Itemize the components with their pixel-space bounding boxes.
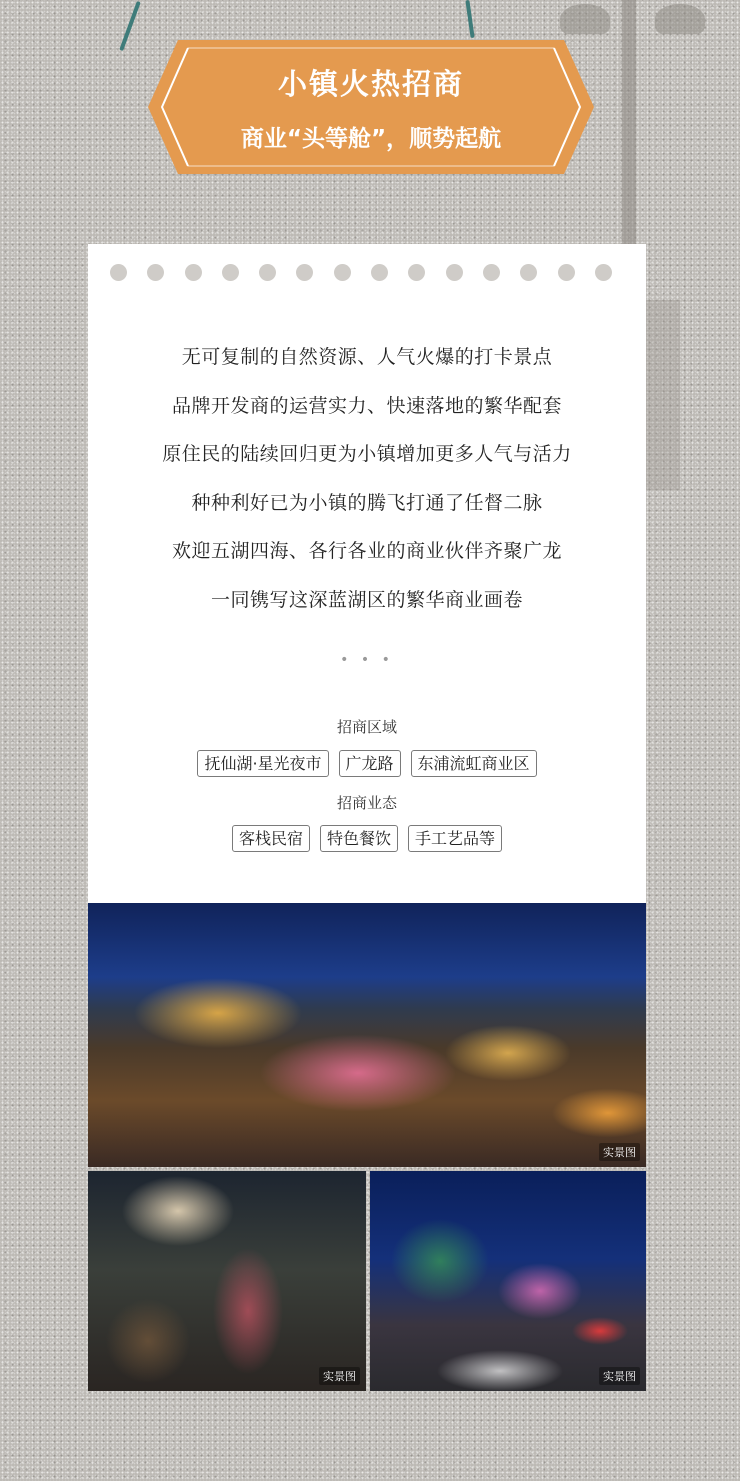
zones-label: 招商区域 bbox=[336, 718, 397, 736]
street-lamp-pole bbox=[622, 0, 636, 245]
photo-caption: 实景图 bbox=[599, 1367, 640, 1385]
intro-line: 欢迎五湖四海、各行各业的商业伙伴齐聚广龙 bbox=[171, 540, 562, 562]
night-market-aerial-photo bbox=[88, 903, 646, 1167]
intro-line: 种种利好已为小镇的腾飞打通了任督二脉 bbox=[191, 491, 543, 514]
leaf-decoration bbox=[119, 1, 141, 51]
binding-hole bbox=[446, 264, 463, 281]
intro-line: 品牌开发商的运营实力、快速落地的繁华配套 bbox=[171, 394, 562, 417]
photo-caption: 实景图 bbox=[319, 1367, 360, 1385]
street-traffic-photo bbox=[370, 1171, 646, 1391]
binding-hole bbox=[147, 264, 164, 281]
background-sign bbox=[646, 300, 680, 490]
formats-tags bbox=[88, 825, 646, 852]
zones-tags bbox=[88, 750, 646, 777]
binding-hole bbox=[110, 264, 127, 281]
intro-line: 无可复制的自然资源、人气火爆的打卡景点 bbox=[181, 346, 553, 368]
formats-label: 招商业态 bbox=[336, 794, 397, 812]
street-stall-photo bbox=[88, 1171, 366, 1391]
header-banner bbox=[148, 40, 594, 174]
lamp-shade bbox=[560, 4, 610, 34]
zone-tag: 广龙路 bbox=[339, 750, 401, 777]
format-tag: 客栈民宿 bbox=[232, 825, 310, 852]
binding-hole bbox=[483, 264, 500, 281]
lamp-shade bbox=[655, 4, 705, 34]
notebook-holes bbox=[110, 264, 612, 281]
banner-title: 小镇火热招商 bbox=[277, 67, 464, 101]
binding-hole bbox=[296, 264, 313, 281]
content-card bbox=[88, 244, 646, 904]
leaf-decoration bbox=[465, 0, 474, 38]
banner-shape bbox=[148, 40, 594, 174]
zone-tag: 东浦流虹商业区 bbox=[411, 750, 537, 777]
zone-tag: 抚仙湖·星光夜市 bbox=[197, 750, 328, 777]
binding-hole bbox=[334, 264, 351, 281]
binding-hole bbox=[185, 264, 202, 281]
binding-hole bbox=[558, 264, 575, 281]
photo-caption: 实景图 bbox=[599, 1143, 640, 1161]
binding-hole bbox=[595, 264, 612, 281]
banner-subtitle: 商业“头等舱”，顺势起航 bbox=[240, 126, 502, 152]
intro-text bbox=[88, 342, 646, 633]
binding-hole bbox=[408, 264, 425, 281]
binding-hole bbox=[520, 264, 537, 281]
binding-hole bbox=[371, 264, 388, 281]
intro-line: 一同镌写这深蓝湖区的繁华商业画卷 bbox=[210, 588, 523, 611]
intro-line: 原住民的陆续回归更为小镇增加更多人气与活力 bbox=[162, 443, 572, 465]
format-tag: 手工艺品等 bbox=[408, 825, 502, 852]
binding-hole bbox=[222, 264, 239, 281]
ellipsis-divider: • • • bbox=[340, 652, 394, 668]
binding-hole bbox=[259, 264, 276, 281]
format-tag: 特色餐饮 bbox=[320, 825, 398, 852]
